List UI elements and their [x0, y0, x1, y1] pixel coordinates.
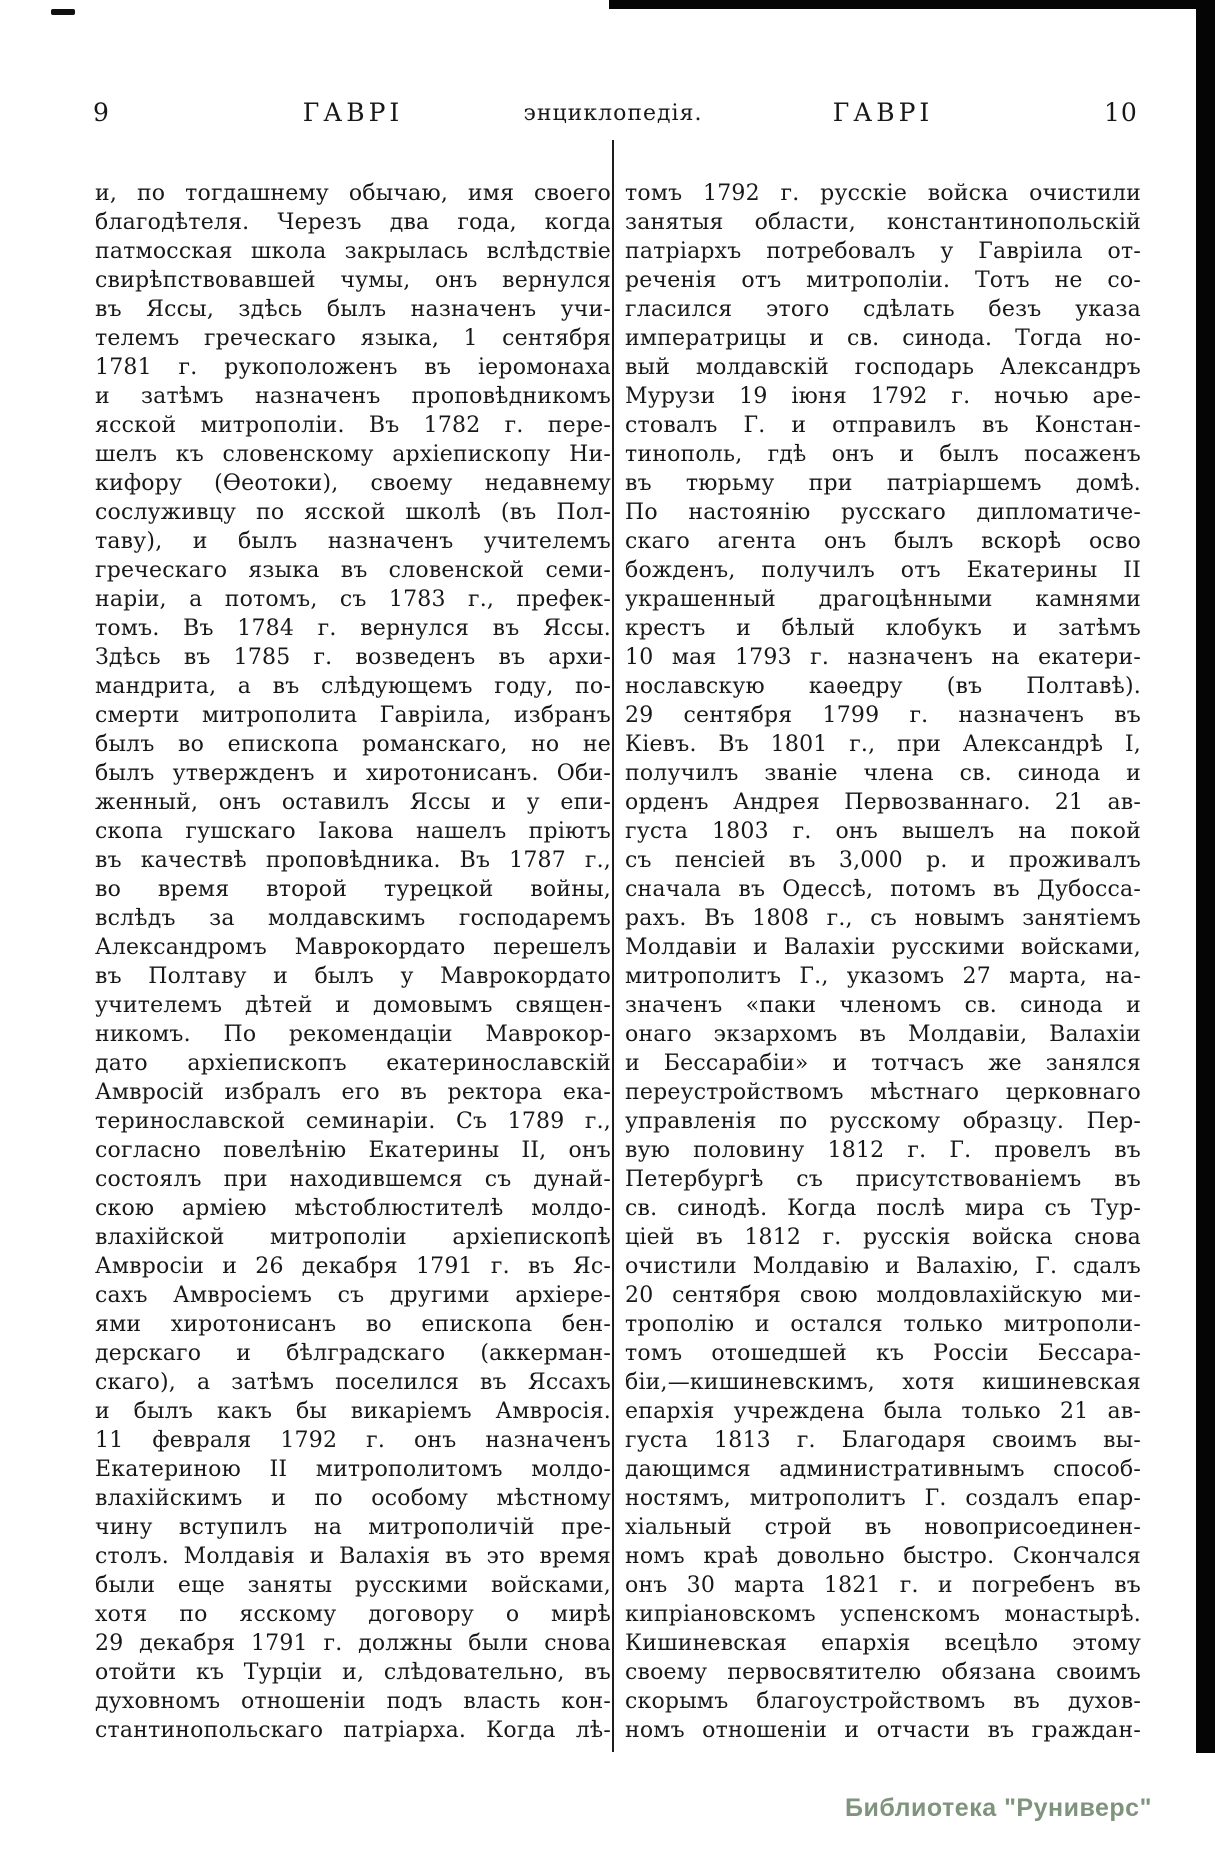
text-line: таву), и былъ назначенъ учителемъ: [95, 529, 611, 554]
text-line: божденъ, получилъ отъ Екатерины II: [625, 558, 1141, 583]
text-line: св. синодѣ. Когда послѣ мира съ Тур-: [625, 1196, 1141, 1221]
text-line: занятыя области, константинопольскій: [625, 210, 1141, 235]
text-line: своему первосвятителю обязана своимъ: [625, 1660, 1141, 1685]
text-line: и Бессарабіи» и тотчасъ же занялся: [625, 1051, 1141, 1076]
text-line: орденъ Андрея Первозваннаго. 21 ав-: [625, 790, 1141, 815]
text-line: вую половину 1812 г. Г. провелъ въ: [625, 1138, 1141, 1163]
text-line: патріархъ потребовалъ у Гавріила от-: [625, 239, 1141, 264]
page-number-right: 10: [1104, 98, 1138, 127]
text-line: густа 1813 г. Благодаря своимъ вы-: [625, 1428, 1141, 1453]
text-line: 20 сентября свою молдовлахійскую ми-: [625, 1283, 1141, 1308]
text-line: управленія по русскому образцу. Пер-: [625, 1109, 1141, 1134]
running-title-right: ГАВРІ: [832, 98, 934, 127]
text-line: и, по тогдашнему обычаю, имя своего: [95, 181, 611, 206]
text-line: Кишиневская епархія всецѣло этому: [625, 1631, 1141, 1656]
running-title-left: ГАВРІ: [302, 98, 404, 127]
text-line: Мурузи 19 іюня 1792 г. ночью аре-: [625, 384, 1141, 409]
text-line: въ Яссы, здѣсь былъ назначенъ учи-: [95, 297, 611, 322]
text-line: Екатериною II митрополитомъ молдо-: [95, 1457, 611, 1482]
text-line: получилъ званіе члена св. синода и: [625, 761, 1141, 786]
text-line: митрополитъ Г., указомъ 27 марта, на-: [625, 964, 1141, 989]
text-line: свирѣпствовавшей чумы, онъ вернулся: [95, 268, 611, 293]
text-line: скопа гушскаго Іакова нашелъ пріютъ: [95, 819, 611, 844]
text-line: сахъ Амвросіемъ съ другими архіере-: [95, 1283, 611, 1308]
text-line: скою арміею мѣстоблюстителѣ молдо-: [95, 1196, 611, 1221]
scan-artifact-topleft-mark: [51, 9, 75, 15]
text-line: скаго), а затѣмъ поселился въ Яссахъ: [95, 1370, 611, 1395]
text-line: 1781 г. рукоположенъ въ іеромонаха: [95, 355, 611, 380]
text-line: 10 мая 1793 г. назначенъ на екатери-: [625, 645, 1141, 670]
text-line: кифору (Ѳеотоки), своему недавнему: [95, 471, 611, 496]
text-line: состоялъ при находившемся съ дунай-: [95, 1167, 611, 1192]
text-line: томъ 1792 г. русскіе войска очистили: [625, 181, 1141, 206]
text-line: вый молдавскій господарь Александръ: [625, 355, 1141, 380]
text-line: По настоянію русскаго дипломатиче-: [625, 500, 1141, 525]
text-line: переустройствомъ мѣстнаго церковнаго: [625, 1080, 1141, 1105]
text-line: дато архіепископъ екатеринославскій: [95, 1051, 611, 1076]
text-line: влахійскимъ и по особому мѣстному: [95, 1486, 611, 1511]
text-line: тинополь, гдѣ онъ и былъ посаженъ: [625, 442, 1141, 467]
text-line: сослуживцу по ясской школѣ (въ Пол-: [95, 500, 611, 525]
text-line: нославскую каѳедру (въ Полтавѣ).: [625, 674, 1141, 699]
text-line: наріи, а потомъ, съ 1783 г., префек-: [95, 587, 611, 612]
text-line: стовалъ Г. и отправилъ въ Констан-: [625, 413, 1141, 438]
text-line: крестъ и бѣлый клобукъ и затѣмъ: [625, 616, 1141, 641]
text-line: Здѣсь въ 1785 г. возведенъ въ архи-: [95, 645, 611, 670]
text-line: смерти митрополита Гавріила, избранъ: [95, 703, 611, 728]
text-line: ціей въ 1812 г. русскія войска снова: [625, 1225, 1141, 1250]
text-line: номъ краѣ довольно быстро. Скончался: [625, 1544, 1141, 1569]
text-line: ясской митрополіи. Въ 1782 г. пере-: [95, 413, 611, 438]
text-line: Петербургѣ съ присутствованіемъ въ: [625, 1167, 1141, 1192]
text-line: 29 декабря 1791 г. должны были снова: [95, 1631, 611, 1656]
text-line: теринославской семинаріи. Съ 1789 г.,: [95, 1109, 611, 1134]
text-line: во время второй турецкой войны,: [95, 877, 611, 902]
text-line: 29 сентября 1799 г. назначенъ въ: [625, 703, 1141, 728]
text-line: реченія отъ митрополіи. Тотъ не со-: [625, 268, 1141, 293]
text-line: никомъ. По рекомендаціи Маврокор-: [95, 1022, 611, 1047]
text-line: Молдавіи и Валахіи русскими войсками,: [625, 935, 1141, 960]
text-line: біи,—кишиневскимъ, хотя кишиневская: [625, 1370, 1141, 1395]
running-title-center: энциклопедія.: [523, 101, 703, 126]
text-line: очистили Молдавію и Валахію, Г. сдалъ: [625, 1254, 1141, 1279]
text-line: влахійской митрополіи архіепископѣ: [95, 1225, 611, 1250]
text-line: греческаго языка въ словенской семи-: [95, 558, 611, 583]
watermark: Библиотека "Руниверс": [845, 1794, 1152, 1822]
text-line: благодѣтеля. Черезъ два года, когда: [95, 210, 611, 235]
text-line: Амвросіи и 26 декабря 1791 г. въ Яс-: [95, 1254, 611, 1279]
text-line: онаго экзархомъ въ Молдавіи, Валахіи: [625, 1022, 1141, 1047]
text-line: 11 февраля 1792 г. онъ назначенъ: [95, 1428, 611, 1453]
text-line: хотя по ясскому договору о мирѣ: [95, 1602, 611, 1627]
column-divider: [612, 140, 614, 1752]
text-line: и былъ какъ бы викаріемъ Амвросія.: [95, 1399, 611, 1424]
text-line: сначала въ Одессѣ, потомъ въ Дубосса-: [625, 877, 1141, 902]
text-line: епархія учреждена была только 21 ав-: [625, 1399, 1141, 1424]
text-line: отойти къ Турціи и, слѣдовательно, въ: [95, 1660, 611, 1685]
text-line: ями хиротонисанъ во епископа бен-: [95, 1312, 611, 1337]
page-number-left: 9: [93, 98, 110, 127]
right-column: [625, 179, 1141, 1745]
text-line: значенъ «паки членомъ св. синода и: [625, 993, 1141, 1018]
text-line: въ тюрьму при патріаршемъ домѣ.: [625, 471, 1141, 496]
text-line: кипріановскомъ успенскомъ монастырѣ.: [625, 1602, 1141, 1627]
text-line: украшенный драгоцѣнными камнями: [625, 587, 1141, 612]
text-line: скорымъ благоустройствомъ въ духов-: [625, 1689, 1141, 1714]
text-line: шелъ къ словенскому архіепископу Ни-: [95, 442, 611, 467]
text-line: дающимся административнымъ способ-: [625, 1457, 1141, 1482]
text-line: рахъ. Въ 1808 г., съ новымъ занятіемъ: [625, 906, 1141, 931]
text-line: столъ. Молдавія и Валахія въ это время: [95, 1544, 611, 1569]
text-line: женный, онъ оставилъ Яссы и у епи-: [95, 790, 611, 815]
text-line: патмосская школа закрылась вслѣдствіе: [95, 239, 611, 264]
text-line: хіальный строй въ новоприсоединен-: [625, 1515, 1141, 1540]
text-line: учителемъ дѣтей и домовымъ священ-: [95, 993, 611, 1018]
text-line: трополію и остался только митрополи-: [625, 1312, 1141, 1337]
text-line: стантинопольскаго патріарха. Когда лѣ-: [95, 1718, 611, 1743]
text-line: и затѣмъ назначенъ проповѣдникомъ: [95, 384, 611, 409]
text-line: ностямъ, митрополитъ Г. создалъ епар-: [625, 1486, 1141, 1511]
text-line: скаго агента онъ былъ вскорѣ осво: [625, 529, 1141, 554]
text-line: съ пенсіей въ 3,000 р. и проживалъ: [625, 848, 1141, 873]
text-line: томъ отошедшей къ Россіи Бессара-: [625, 1341, 1141, 1366]
text-line: чину вступилъ на митрополичій пре-: [95, 1515, 611, 1540]
text-line: Амвросій избралъ его въ ректора ека-: [95, 1080, 611, 1105]
text-line: былъ утвержденъ и хиротонисанъ. Оби-: [95, 761, 611, 786]
text-line: номъ отношеніи и отчасти въ граждан-: [625, 1718, 1141, 1743]
text-line: были еще заняты русскими войсками,: [95, 1573, 611, 1598]
text-line: духовномъ отношеніи подъ власть кон-: [95, 1689, 611, 1714]
text-line: онъ 30 марта 1821 г. и погребенъ въ: [625, 1573, 1141, 1598]
text-line: Кіевъ. Въ 1801 г., при Александрѣ I,: [625, 732, 1141, 757]
scan-artifact-top-edge: [609, 0, 1215, 9]
text-line: въ Полтаву и былъ у Маврокордато: [95, 964, 611, 989]
text-line: мандрита, а въ слѣдующемъ году, по-: [95, 674, 611, 699]
text-line: дерскаго и бѣлградскаго (аккерман-: [95, 1341, 611, 1366]
text-line: былъ во епископа романскаго, но не: [95, 732, 611, 757]
left-column: [95, 179, 611, 1745]
text-line: Александромъ Маврокордато перешелъ: [95, 935, 611, 960]
text-line: густа 1803 г. онъ вышелъ на покой: [625, 819, 1141, 844]
text-line: томъ. Въ 1784 г. вернулся въ Яссы.: [95, 616, 611, 641]
text-line: въ качествѣ проповѣдника. Въ 1787 г.,: [95, 848, 611, 873]
scan-artifact-right-edge: [1196, 0, 1215, 1753]
text-line: телемъ греческаго языка, 1 сентября: [95, 326, 611, 351]
text-line: императрицы и св. синода. Тогда но-: [625, 326, 1141, 351]
text-line: вслѣдъ за молдавскимъ господаремъ: [95, 906, 611, 931]
text-line: согласно повелѣнію Екатерины II, онъ: [95, 1138, 611, 1163]
text-line: гласился этого сдѣлать безъ указа: [625, 297, 1141, 322]
